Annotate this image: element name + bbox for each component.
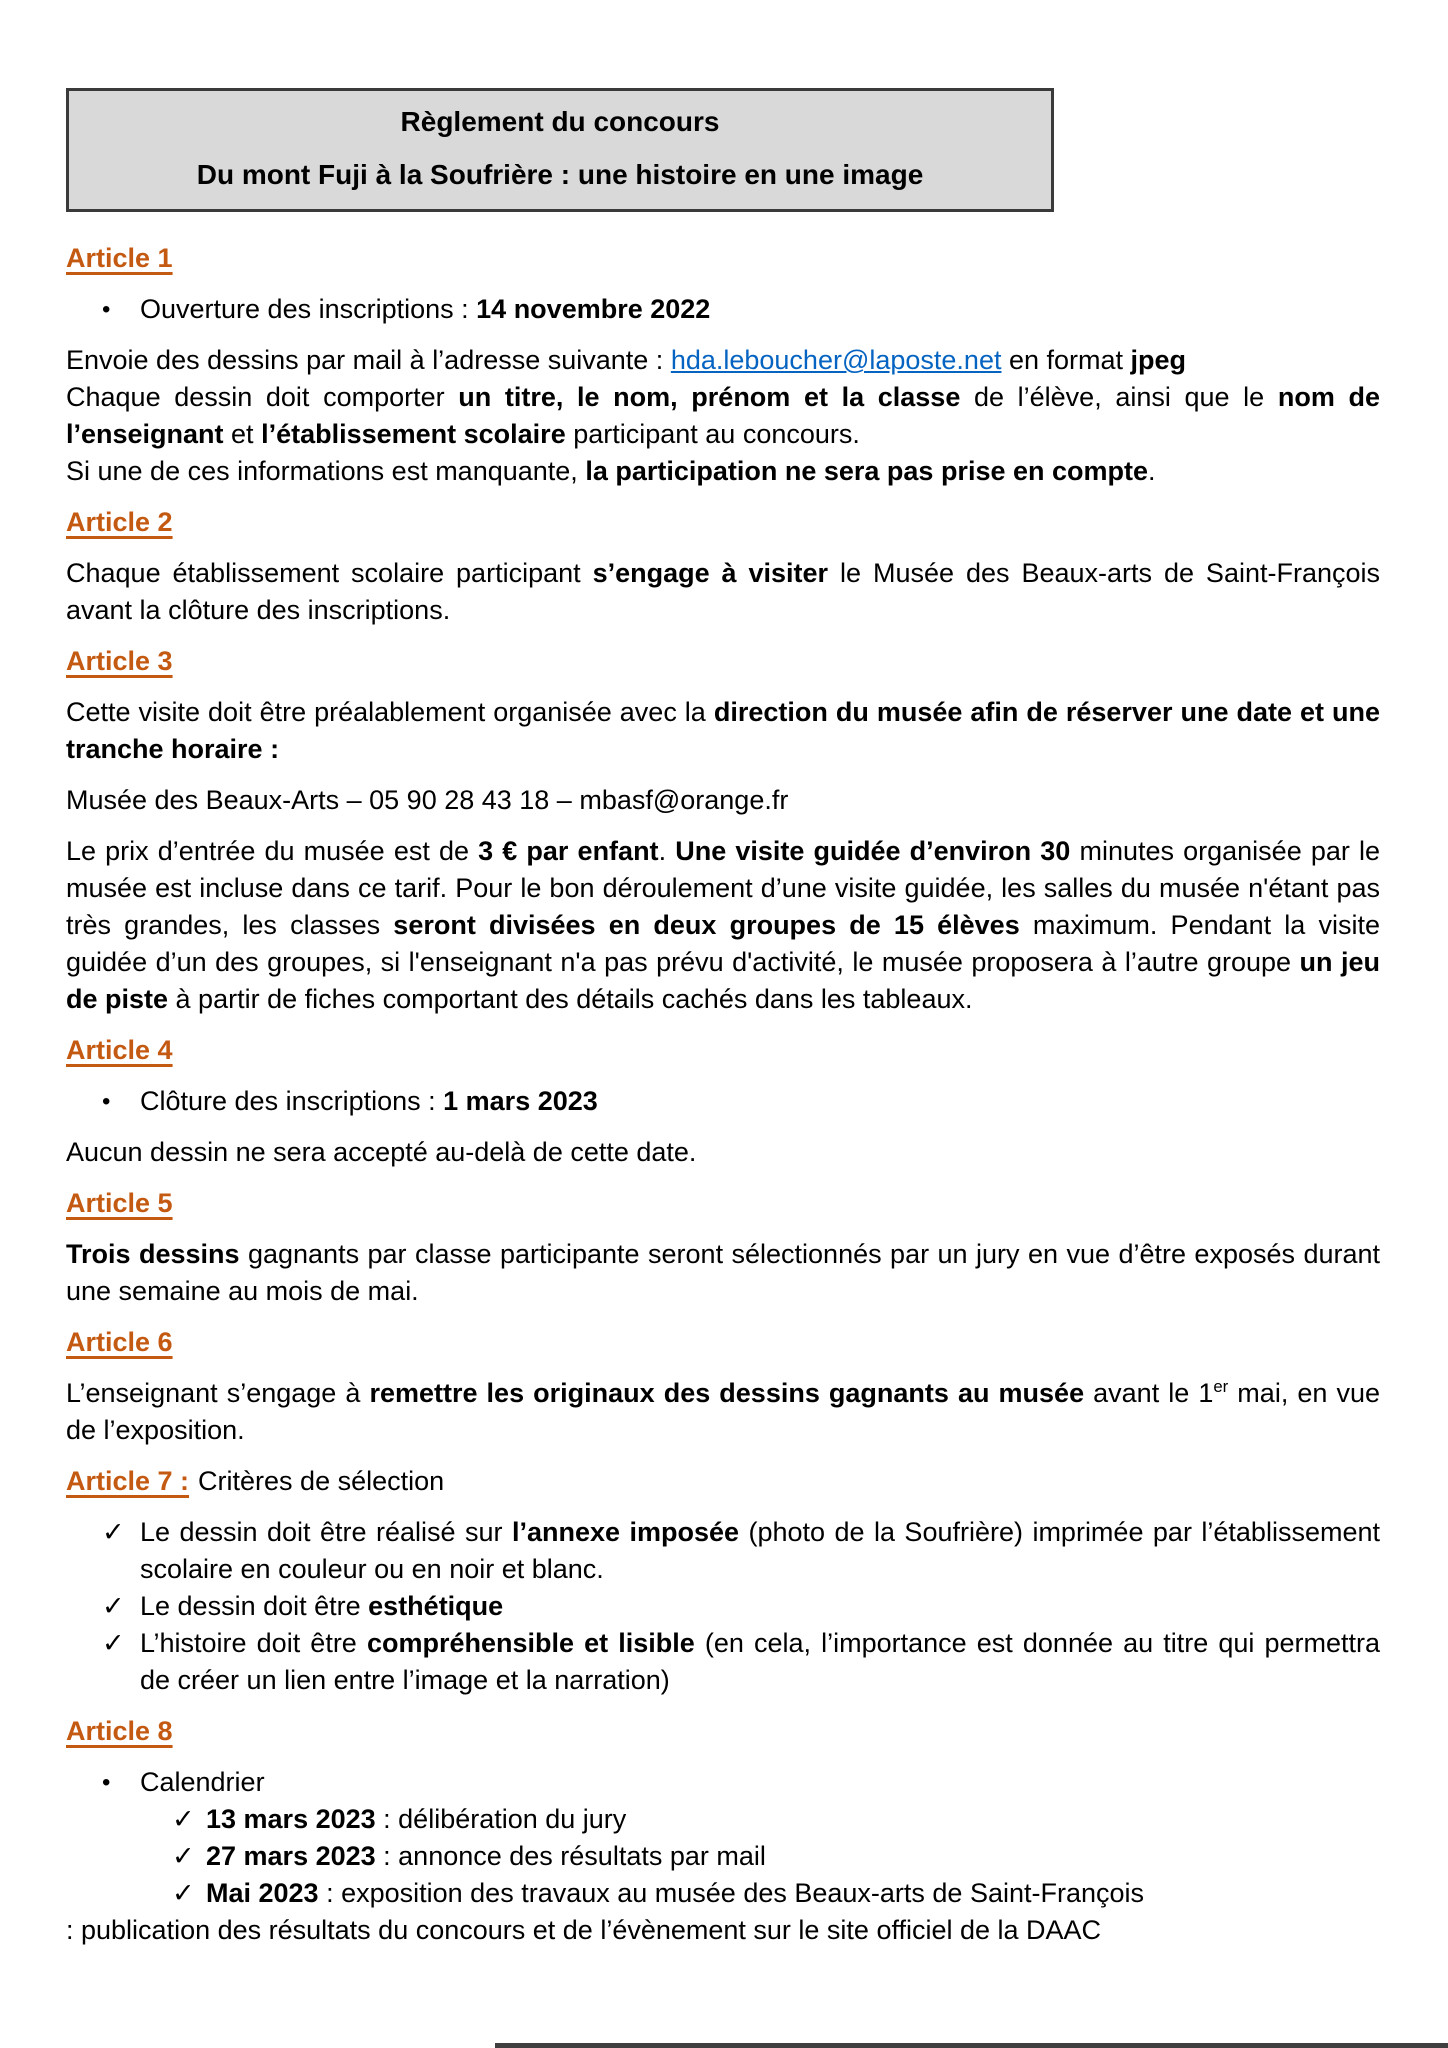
text-run: à partir de fiches comportant des détails cachés dans les tableaux. <box>168 984 973 1014</box>
paragraph <box>66 1134 1380 1171</box>
text-run: : publication des résultats du concours et de l’évènement sur le site officiel de la DAAC <box>66 1915 1102 1945</box>
article-heading-label: Article 6 <box>66 1327 173 1357</box>
list-item-text <box>140 1625 1380 1699</box>
bullet-item <box>66 1083 1380 1120</box>
article-heading-suffix: Critères de sélection <box>198 1466 445 1496</box>
bold-text-run: nom de l’enseignant <box>66 382 1380 449</box>
superscript-text: er <box>1213 1377 1229 1396</box>
check-item <box>66 1625 1380 1699</box>
document-body <box>66 240 1380 1949</box>
bold-text-run: seront divisées en deux groupes de 15 élèves <box>393 910 1020 940</box>
bold-text-run: un jeu de piste <box>66 947 1380 1014</box>
text-run: : annonce des résultats par mail <box>375 1841 766 1871</box>
text-run: L’enseignant s’engage à <box>66 1378 370 1408</box>
list-item-text <box>206 1801 1380 1838</box>
article-heading-label: Article 2 <box>66 507 173 537</box>
article-heading <box>66 1324 1380 1361</box>
paragraph <box>66 1375 1380 1449</box>
text-run: (photo de la Soufrière) imprimée par l’établissement scolaire en couleur ou en noir et blanc. <box>140 1517 1380 1584</box>
text-run: Ouverture des inscriptions : <box>140 294 477 324</box>
article-heading <box>66 1463 1380 1500</box>
checkmark-icon: ✓ <box>172 1841 195 1871</box>
text-run: : délibération du jury <box>375 1804 627 1834</box>
bold-text-run: s’engage à visiter <box>592 558 829 588</box>
check-item <box>66 1801 1380 1838</box>
text-run: Envoie des dessins par mail à l’adresse suivante : <box>66 345 671 375</box>
checkmark-icon: ✓ <box>172 1878 195 1908</box>
text-run: en format <box>1001 345 1131 375</box>
list-item-text <box>206 1875 1380 1912</box>
text-run: Si une de ces informations est manquante, <box>66 456 586 486</box>
text-run: maximum. Pendant la visite guidée d’un des groupes, si l'enseignant n'a pas prévu d'activité, le musée proposera à l’autre groupe <box>66 910 1381 977</box>
paragraph <box>66 833 1380 1018</box>
list-item-text <box>140 1588 1380 1625</box>
paragraph <box>66 555 1380 629</box>
article-heading-label: Article 3 <box>66 646 173 676</box>
bold-text-run: l’établissement scolaire <box>261 419 566 449</box>
text-run: Le dessin doit être réalisé sur <box>140 1517 512 1547</box>
check-item <box>66 1514 1380 1588</box>
text-run: et <box>223 419 262 449</box>
document-subtitle: Du mont Fuji à la Soufrière : une histoire en une image <box>196 159 924 190</box>
bullet-marker-icon: • <box>102 296 111 323</box>
text-run: Calendrier <box>140 1767 265 1797</box>
paragraph <box>66 782 1380 819</box>
text-run: . <box>1148 456 1156 486</box>
article-heading <box>66 643 1380 680</box>
article-heading <box>66 240 1380 277</box>
email-link[interactable]: hda.leboucher@laposte.net <box>670 345 1002 375</box>
paragraph <box>66 342 1380 379</box>
list-item-text <box>140 1764 1380 1801</box>
bold-text-run: Une visite guidée d’environ 30 <box>675 836 1071 866</box>
text-run: avant le 1 <box>1084 1378 1214 1408</box>
text-run: Cette visite doit être préalablement organisée avec la <box>66 697 714 727</box>
text-run: Chaque dessin doit comporter <box>66 382 459 412</box>
list-item-text <box>206 1838 1380 1875</box>
checkmark-icon: ✓ <box>172 1804 195 1834</box>
document-title: Règlement du concours <box>400 106 720 137</box>
bold-text-run: direction du musée afin de réserver une date et une tranche horaire : <box>66 697 1380 764</box>
bold-text-run: esthétique <box>368 1591 504 1621</box>
article-heading-label: Article 1 <box>66 243 173 273</box>
bold-text-run: un titre, le nom, prénom et la classe <box>458 382 961 412</box>
article-heading-label: Article 5 <box>66 1188 173 1218</box>
paragraph <box>66 453 1380 490</box>
bold-text-run: Trois dessins <box>66 1239 240 1269</box>
text-run: gagnants par classe participante seront sélectionnés par un jury en vue d’être exposés durant une semaine au mois de mai. <box>66 1239 1381 1306</box>
text-run: Musée des Beaux-Arts – 05 90 28 43 18 – mbasf@orange.fr <box>66 785 789 815</box>
article-heading <box>66 1185 1380 1222</box>
list-item-text <box>140 291 1380 328</box>
text-run: Aucun dessin ne sera accepté au-delà de cette date. <box>66 1137 697 1167</box>
bold-text-run: 14 novembre 2022 <box>476 294 711 324</box>
list-item-text <box>140 1083 1380 1120</box>
text-run: le Musée des Beaux-arts de Saint-François avant la clôture des inscriptions. <box>66 558 1380 625</box>
bold-text-run: 3 € par enfant <box>478 836 659 866</box>
text-run: : exposition des travaux au musée des Beaux-arts de Saint-François <box>318 1878 1145 1908</box>
checkmark-icon: ✓ <box>102 1591 125 1621</box>
text-run: participant au concours. <box>565 419 860 449</box>
checkmark-icon: ✓ <box>102 1517 125 1547</box>
text-run: Le dessin doit être <box>140 1591 369 1621</box>
text-run: minutes organisée par le musée est incluse dans ce tarif. Pour le bon déroulement d’une visite guidée, les salles du musée n'étant pas très grandes, les classes <box>66 836 1380 940</box>
check-item <box>66 1875 1380 1912</box>
bold-text-run: l’annexe imposée <box>511 1517 739 1547</box>
article-heading-label: Article 8 <box>66 1716 173 1746</box>
paragraph <box>66 379 1380 453</box>
bullet-marker-icon: • <box>102 1769 111 1796</box>
bullet-item <box>66 1764 1380 1801</box>
bold-text-run: 27 mars 2023 <box>206 1841 376 1871</box>
text-run: mai, en vue de l’exposition. <box>66 1378 1380 1445</box>
check-item <box>66 1838 1380 1875</box>
text-run: L’histoire doit être <box>140 1628 367 1658</box>
checkmark-icon: ✓ <box>102 1628 125 1658</box>
bold-text-run: 1 mars 2023 <box>443 1086 598 1116</box>
bold-text-run: compréhensible et lisible <box>366 1628 695 1658</box>
article-heading <box>66 1713 1380 1750</box>
article-heading <box>66 504 1380 541</box>
article-heading <box>66 1032 1380 1069</box>
bullet-item <box>66 291 1380 328</box>
article-heading-label: Article 7 : <box>66 1466 190 1496</box>
bold-text-run: jpeg <box>1130 345 1187 375</box>
paragraph <box>66 694 1380 768</box>
bullet-marker-icon: • <box>102 1088 111 1115</box>
title-box <box>66 88 1054 212</box>
bold-text-run: remettre les originaux des dessins gagnants au musée <box>369 1378 1085 1408</box>
page-bottom-edge <box>495 2043 1448 2048</box>
paragraph <box>66 1236 1380 1310</box>
text-run: . <box>658 836 676 866</box>
list-item-text <box>140 1514 1380 1588</box>
paragraph <box>66 1912 1380 1949</box>
text-run: de l’élève, ainsi que le <box>960 382 1278 412</box>
text-run: Le prix d’entrée du musée est de <box>66 836 479 866</box>
article-heading-label: Article 4 <box>66 1035 173 1065</box>
text-run: (en cela, l’importance est donnée au titre qui permettra de créer un lien entre l’image et la narration) <box>140 1628 1381 1695</box>
check-item <box>66 1588 1380 1625</box>
text-run: Clôture des inscriptions : <box>140 1086 444 1116</box>
bold-text-run: la participation ne sera pas prise en compte <box>585 456 1149 486</box>
text-run: Chaque établissement scolaire participant <box>66 558 593 588</box>
bold-text-run: 13 mars 2023 <box>206 1804 376 1834</box>
bold-text-run: Mai 2023 <box>206 1878 319 1908</box>
